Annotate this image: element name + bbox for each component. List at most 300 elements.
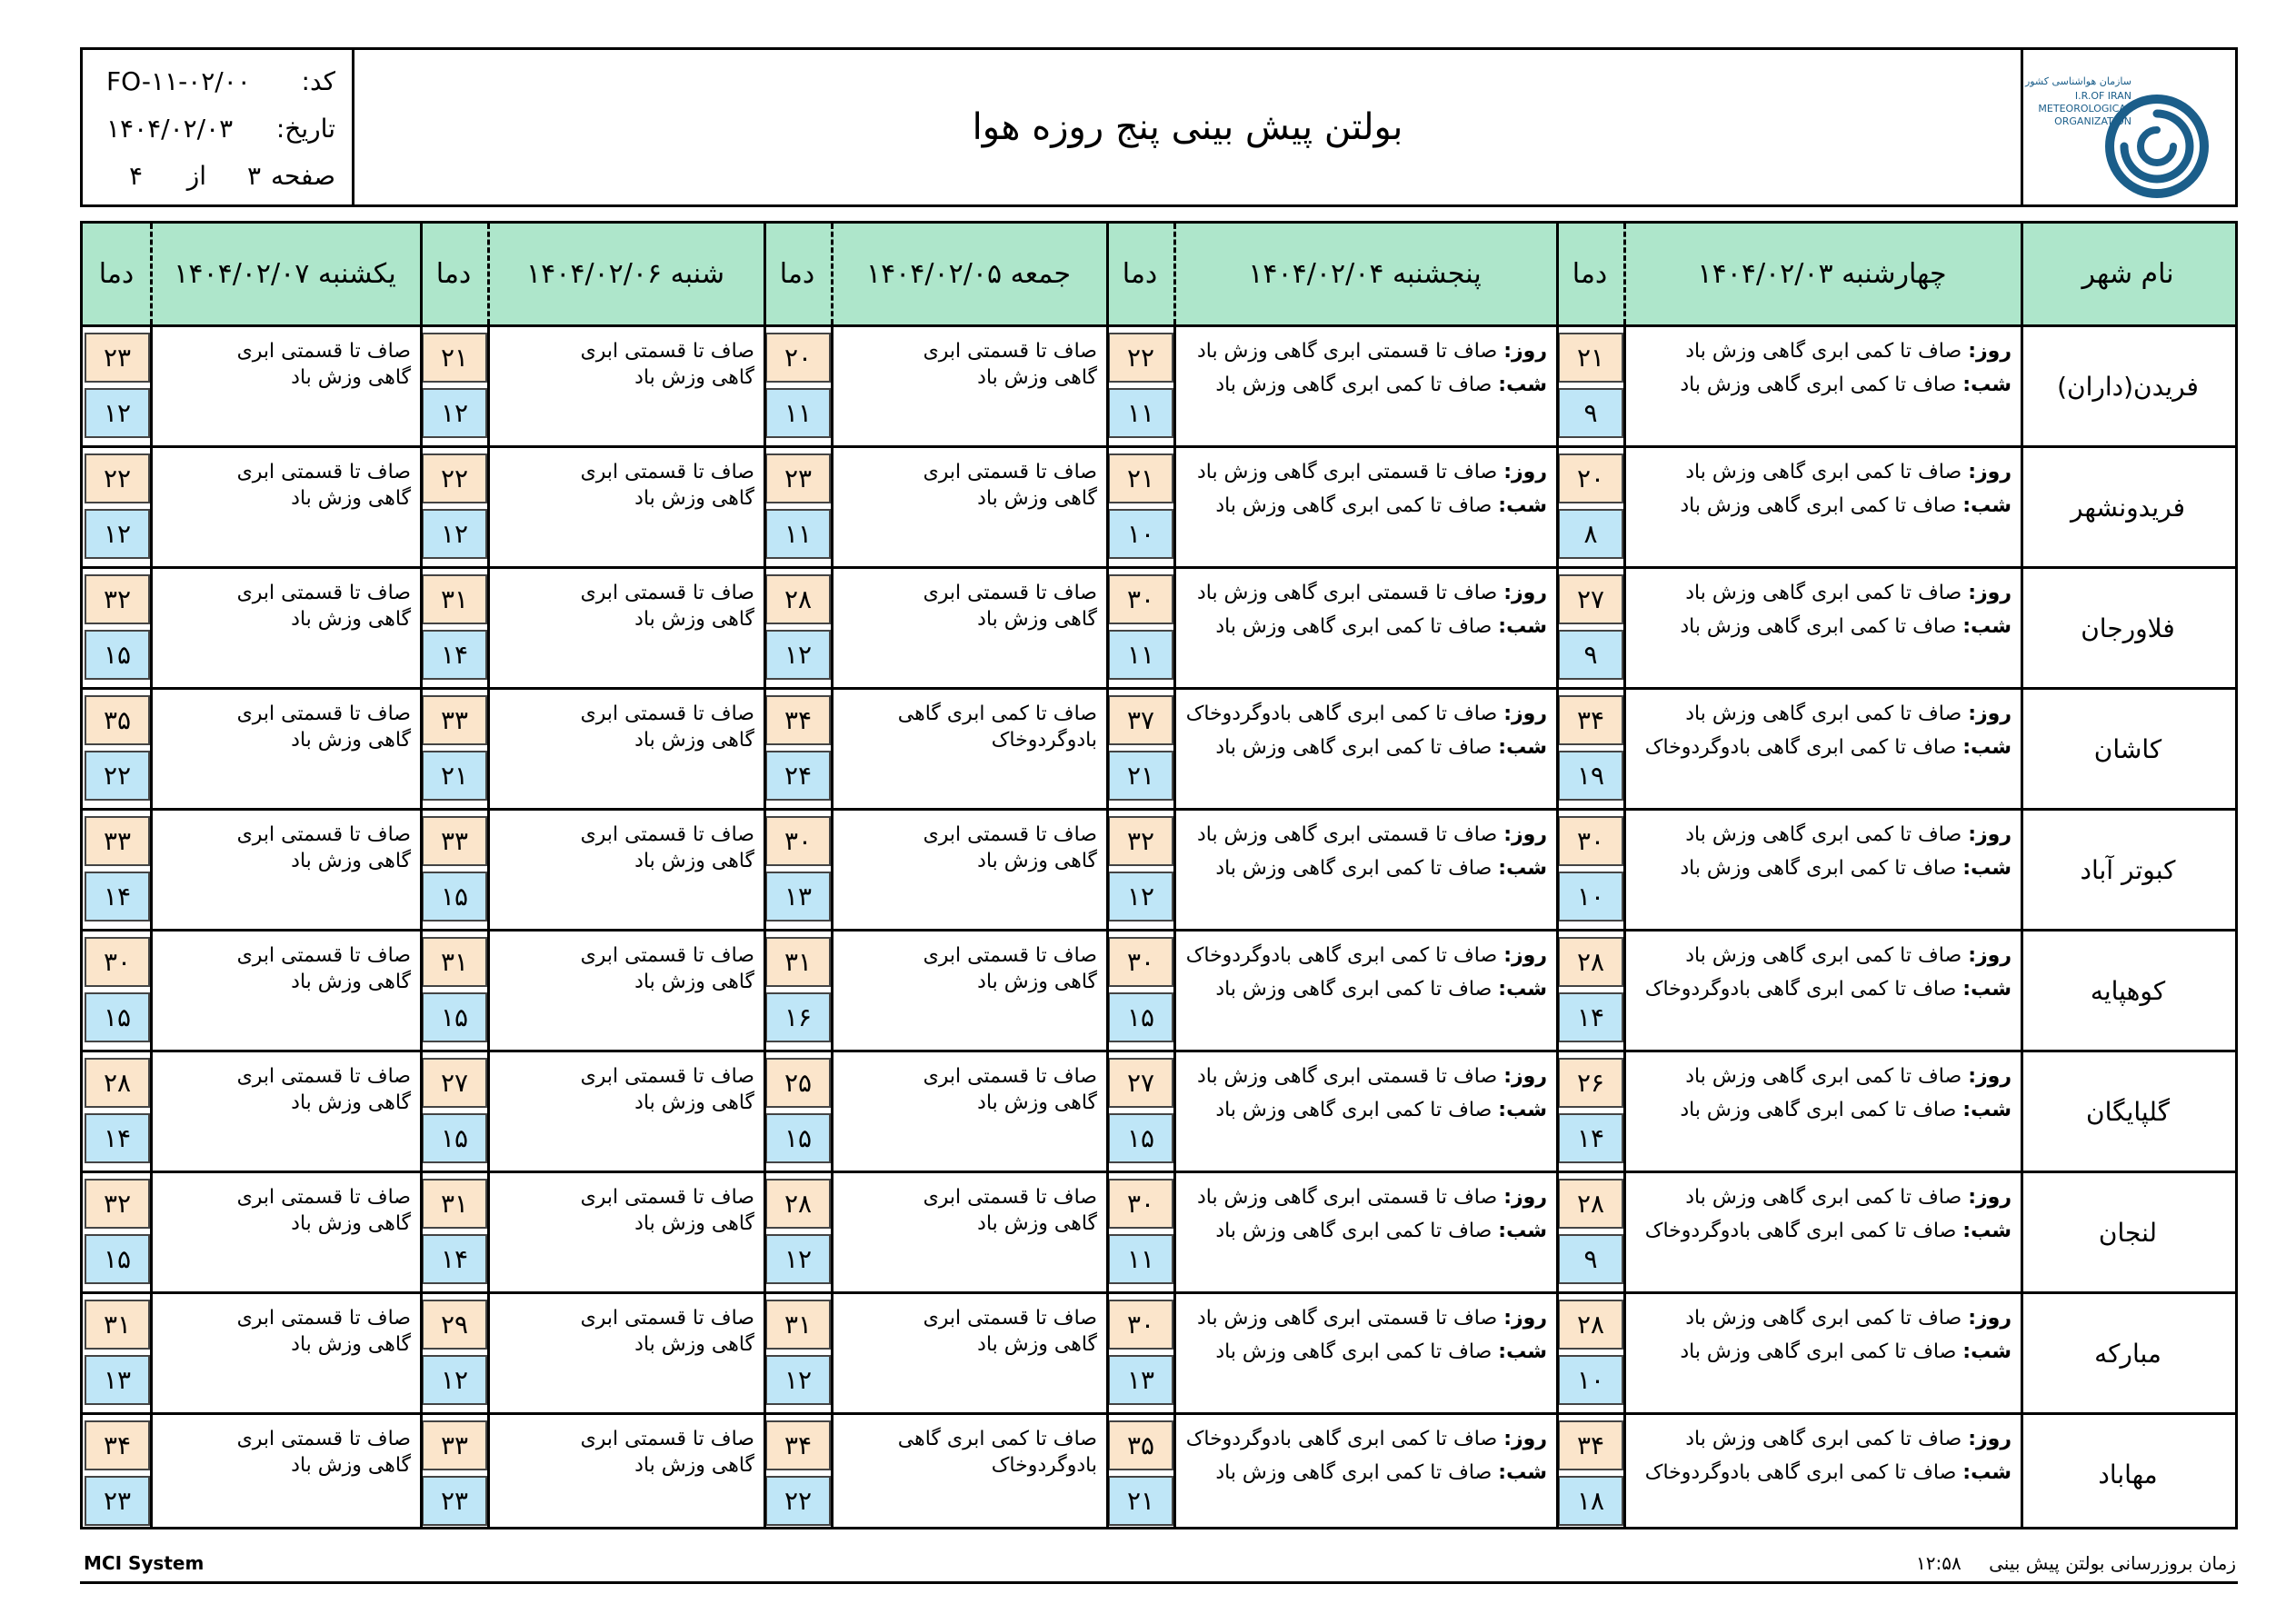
- max-temp: ۳۴: [1558, 695, 1623, 745]
- max-temp: ۲۲: [422, 453, 487, 503]
- day-label: روز:: [1968, 461, 2011, 483]
- day-label: روز:: [1968, 1428, 2011, 1450]
- day-night-forecast: [1184, 701, 1547, 761]
- temp-divider: [1173, 327, 1176, 1527]
- logo-fa-text: سازمان هواشناسی کشور: [2024, 75, 2131, 87]
- city-name: لنجان: [2098, 1217, 2158, 1248]
- table-row: [83, 1294, 2235, 1415]
- min-temp: ۱۲: [765, 1355, 831, 1405]
- bulletin-header: [80, 47, 2238, 207]
- night-text: صاف تا کمی ابری گاهی بادوگردوخاک: [1644, 1220, 1957, 1242]
- max-temp: ۲۳: [765, 453, 831, 503]
- min-temp: ۱۴: [422, 630, 487, 680]
- min-temp: ۲۱: [1108, 1476, 1173, 1526]
- day-label: روز:: [1968, 1307, 2011, 1330]
- day-label: روز:: [1968, 582, 2011, 604]
- max-temp: ۲۹: [422, 1300, 487, 1350]
- night-label: شب:: [1498, 374, 1547, 396]
- night-label: شب:: [1962, 1220, 2011, 1242]
- city-name: کبوتر آباد: [2080, 854, 2176, 885]
- day-forecast: [1634, 338, 2011, 364]
- max-temp: ۲۷: [422, 1058, 487, 1108]
- daily-forecast: صاف تا قسمتی ابری گاهی وزش باد: [236, 1186, 411, 1235]
- daily-forecast: صاف تا قسمتی ابری گاهی وزش باد: [580, 340, 754, 389]
- min-temp: ۱۲: [422, 509, 487, 559]
- min-temp: ۱۲: [422, 1355, 487, 1405]
- day-forecast: [1184, 580, 1547, 606]
- column-divider: [764, 224, 766, 1527]
- daily-forecast: صاف تا قسمتی ابری گاهی وزش باد: [923, 461, 1097, 510]
- table-row: [83, 811, 2235, 932]
- min-temp: ۱۲: [765, 630, 831, 680]
- page-of-label: از: [186, 161, 206, 191]
- night-text: صاف تا کمی ابری گاهی وزش باد: [1215, 857, 1492, 880]
- max-temp: ۳۱: [765, 937, 831, 987]
- day-forecast: [1184, 459, 1547, 485]
- min-temp: ۱۱: [765, 509, 831, 559]
- max-temp: ۳۱: [765, 1300, 831, 1350]
- day-forecast: [1184, 1426, 1547, 1452]
- logo-en-line3: ORGANIZATION: [2054, 115, 2131, 127]
- city-column-header: نام شهر: [2081, 258, 2174, 290]
- day-column-header: چهارشنبه ۱۴۰۴/۰۲/۰۳: [1697, 258, 1947, 290]
- min-temp: ۹: [1558, 630, 1623, 680]
- column-divider: [2021, 224, 2023, 1527]
- night-forecast: [1634, 372, 2011, 398]
- night-label: شب:: [1498, 978, 1547, 1001]
- max-temp: ۲۵: [765, 1058, 831, 1108]
- max-temp: ۳۰: [765, 816, 831, 866]
- night-forecast: [1184, 613, 1547, 640]
- max-temp: ۲۸: [85, 1058, 150, 1108]
- night-label: شب:: [1962, 494, 2011, 517]
- night-label: شب:: [1962, 1461, 2011, 1484]
- date-row: [83, 114, 352, 159]
- min-temp: ۱۴: [422, 1234, 487, 1284]
- night-text: صاف تا کمی ابری گاهی وزش باد: [1215, 1461, 1492, 1484]
- page-number: ۳: [246, 161, 261, 191]
- night-text: صاف تا کمی ابری گاهی وزش باد: [1680, 615, 1957, 638]
- daily-forecast: صاف تا قسمتی ابری گاهی وزش باد: [923, 1065, 1097, 1114]
- day-label: روز:: [1503, 1428, 1547, 1450]
- table-header: [83, 224, 2235, 327]
- min-temp: ۱۵: [1108, 1113, 1173, 1163]
- daily-forecast: صاف تا قسمتی ابری گاهی وزش باد: [580, 944, 754, 993]
- day-text: صاف تا قسمتی ابری گاهی وزش باد: [1196, 1186, 1498, 1209]
- day-label: روز:: [1968, 1065, 2011, 1088]
- night-forecast: [1634, 1339, 2011, 1365]
- day-label: روز:: [1968, 823, 2011, 846]
- min-temp: ۱۲: [1108, 872, 1173, 922]
- min-temp: ۲۳: [85, 1476, 150, 1526]
- max-temp: ۳۳: [85, 816, 150, 866]
- max-temp: ۲۸: [1558, 937, 1623, 987]
- max-temp: ۳۱: [85, 1300, 150, 1350]
- max-temp: ۳۱: [422, 1179, 487, 1229]
- day-night-forecast: [1634, 701, 2011, 761]
- date-value: ۱۴۰۴/۰۲/۰۳: [106, 114, 234, 144]
- table-row: [83, 1173, 2235, 1294]
- day-forecast: [1634, 1426, 2011, 1452]
- day-night-forecast: [1184, 1184, 1547, 1244]
- min-temp: ۱۴: [1558, 992, 1623, 1042]
- temp-divider: [1623, 327, 1626, 1527]
- day-night-forecast: [1634, 459, 2011, 519]
- min-temp: ۱۵: [1108, 992, 1173, 1042]
- daily-forecast: صاف تا قسمتی ابری گاهی وزش باد: [236, 1428, 411, 1477]
- day-text: صاف تا قسمتی ابری گاهی وزش باد: [1196, 461, 1498, 483]
- day-label: روز:: [1968, 1186, 2011, 1209]
- min-temp: ۱۵: [85, 1234, 150, 1284]
- daily-forecast: صاف تا قسمتی ابری گاهی وزش باد: [580, 702, 754, 752]
- table-row: [83, 690, 2235, 811]
- daily-forecast: صاف تا قسمتی ابری گاهی وزش باد: [580, 1428, 754, 1477]
- day-text: صاف تا قسمتی ابری گاهی وزش باد: [1196, 823, 1498, 846]
- max-temp: ۳۰: [1108, 1300, 1173, 1350]
- day-label: روز:: [1503, 823, 1547, 846]
- day-text: صاف تا کمی ابری گاهی وزش باد: [1685, 340, 1962, 363]
- column-divider: [420, 224, 423, 1527]
- city-name: مبارکه: [2094, 1338, 2161, 1369]
- max-temp: ۲۷: [1558, 574, 1623, 624]
- day-forecast: [1184, 1184, 1547, 1211]
- min-temp: ۱۱: [765, 388, 831, 438]
- day-label: روز:: [1503, 944, 1547, 967]
- column-divider: [1556, 224, 1559, 1527]
- night-text: صاف تا کمی ابری گاهی وزش باد: [1680, 1340, 1957, 1363]
- min-temp: ۱۲: [422, 388, 487, 438]
- night-text: صاف تا کمی ابری گاهی وزش باد: [1215, 1340, 1492, 1363]
- day-forecast: [1634, 701, 2011, 727]
- city-name: مهاباد: [2098, 1459, 2158, 1489]
- max-temp: ۲۲: [1108, 333, 1173, 383]
- min-temp: ۲۱: [422, 751, 487, 801]
- system-name: MCI System: [84, 1552, 205, 1574]
- day-label: روز:: [1968, 944, 2011, 967]
- logo-en-line1: I.R.OF IRAN: [2074, 90, 2131, 102]
- night-text: صاف تا کمی ابری گاهی وزش باد: [1215, 615, 1492, 638]
- night-label: شب:: [1962, 1340, 2011, 1363]
- max-temp: ۳۴: [85, 1420, 150, 1470]
- night-text: صاف تا کمی ابری گاهی وزش باد: [1215, 494, 1492, 517]
- city-name: فریدونشهر: [2071, 492, 2185, 523]
- max-temp: ۲۰: [765, 333, 831, 383]
- night-label: شب:: [1962, 615, 2011, 638]
- day-text: صاف تا قسمتی ابری گاهی وزش باد: [1196, 1065, 1498, 1088]
- code-value: FO-۱۱-۰۲/۰۰: [106, 66, 251, 96]
- max-temp: ۲۳: [85, 333, 150, 383]
- max-temp: ۳۳: [422, 695, 487, 745]
- min-temp: ۱۲: [85, 388, 150, 438]
- min-temp: ۱۵: [765, 1113, 831, 1163]
- page-label: صفحه: [270, 161, 335, 191]
- day-night-forecast: [1184, 822, 1547, 882]
- max-temp: ۳۱: [422, 937, 487, 987]
- night-text: صاف تا کمی ابری گاهی وزش باد: [1215, 978, 1492, 1001]
- daily-forecast: صاف تا قسمتی ابری گاهی وزش باد: [923, 582, 1097, 631]
- day-text: صاف تا کمی ابری گاهی وزش باد: [1685, 702, 1962, 725]
- night-forecast: [1184, 1218, 1547, 1244]
- day-text: صاف تا کمی ابری گاهی بادوگردوخاک: [1185, 944, 1498, 967]
- night-forecast: [1184, 1460, 1547, 1486]
- meteorological-organization-logo: [2024, 63, 2213, 199]
- day-forecast: [1184, 701, 1547, 727]
- day-night-forecast: [1634, 1426, 2011, 1486]
- max-temp: ۳۴: [1558, 1420, 1623, 1470]
- day-text: صاف تا قسمتی ابری گاهی وزش باد: [1196, 340, 1498, 363]
- max-temp: ۳۲: [85, 1179, 150, 1229]
- night-forecast: [1634, 1460, 2011, 1486]
- night-label: شب:: [1498, 494, 1547, 517]
- night-text: صاف تا کمی ابری گاهی بادوگردوخاک: [1644, 736, 1957, 759]
- table-row: [83, 327, 2235, 448]
- night-text: صاف تا کمی ابری گاهی وزش باد: [1680, 494, 1957, 517]
- max-temp: ۳۳: [422, 816, 487, 866]
- update-time: ۱۲:۵۸: [1916, 1552, 1962, 1574]
- max-temp: ۳۰: [85, 937, 150, 987]
- night-forecast: [1184, 1097, 1547, 1123]
- night-text: صاف تا کمی ابری گاهی وزش باد: [1215, 374, 1492, 396]
- city-name: گلپایگان: [2086, 1096, 2170, 1127]
- max-temp: ۳۲: [1108, 816, 1173, 866]
- night-text: صاف تا کمی ابری گاهی وزش باد: [1680, 857, 1957, 880]
- night-forecast: [1184, 734, 1547, 761]
- page-title: بولتن پیش بینی پنج روزه هوا: [972, 106, 1403, 148]
- dashed-divider: [487, 224, 490, 324]
- night-label: شب:: [1498, 615, 1547, 638]
- night-forecast: [1634, 1097, 2011, 1123]
- day-forecast: [1184, 338, 1547, 364]
- daily-forecast: صاف تا قسمتی ابری گاهی وزش باد: [236, 702, 411, 752]
- day-column-header: شنبه ۱۴۰۴/۰۲/۰۶: [526, 258, 724, 290]
- day-label: روز:: [1503, 582, 1547, 604]
- daily-forecast: صاف تا قسمتی ابری گاهی وزش باد: [236, 582, 411, 631]
- daily-forecast: صاف تا قسمتی ابری گاهی وزش باد: [236, 1065, 411, 1114]
- day-text: صاف تا کمی ابری گاهی بادوگردوخاک: [1185, 1428, 1498, 1450]
- day-label: روز:: [1503, 461, 1547, 483]
- max-temp: ۲۲: [85, 453, 150, 503]
- table-row: [83, 1052, 2235, 1173]
- night-text: صاف تا کمی ابری گاهی وزش باد: [1680, 374, 1957, 396]
- min-temp: ۱۴: [85, 872, 150, 922]
- day-forecast: [1634, 822, 2011, 848]
- max-temp: ۳۵: [85, 695, 150, 745]
- day-text: صاف تا کمی ابری گاهی وزش باد: [1685, 1307, 1962, 1330]
- night-forecast: [1184, 855, 1547, 882]
- temp-column-header: دما: [1572, 258, 1608, 290]
- night-forecast: [1184, 1339, 1547, 1365]
- night-label: شب:: [1498, 857, 1547, 880]
- temp-column-header: دما: [435, 258, 472, 290]
- day-night-forecast: [1184, 580, 1547, 640]
- day-column-header: پنجشنبه ۱۴۰۴/۰۲/۰۴: [1248, 258, 1482, 290]
- night-label: شب:: [1962, 857, 2011, 880]
- dashed-divider: [1173, 224, 1176, 324]
- daily-forecast: صاف تا قسمتی ابری گاهی وزش باد: [580, 823, 754, 872]
- table-row: [83, 448, 2235, 569]
- night-label: شب:: [1962, 736, 2011, 759]
- min-temp: ۱۲: [85, 509, 150, 559]
- night-label: شب:: [1498, 1340, 1547, 1363]
- daily-forecast: صاف تا قسمتی ابری گاهی وزش باد: [923, 340, 1097, 389]
- day-label: روز:: [1503, 340, 1547, 363]
- city-name: کوهپایه: [2090, 975, 2166, 1006]
- day-text: صاف تا کمی ابری گاهی وزش باد: [1685, 823, 1962, 846]
- max-temp: ۲۸: [765, 574, 831, 624]
- min-temp: ۱۴: [1558, 1113, 1623, 1163]
- day-text: صاف تا کمی ابری گاهی وزش باد: [1685, 461, 1962, 483]
- daily-forecast: صاف تا کمی ابری گاهی بادوگردوخاک: [897, 702, 1097, 752]
- day-night-forecast: [1184, 1063, 1547, 1123]
- night-forecast: [1634, 855, 2011, 882]
- day-forecast: [1184, 1063, 1547, 1090]
- min-temp: ۱۰: [1558, 1355, 1623, 1405]
- day-label: روز:: [1503, 1186, 1547, 1209]
- city-name: فلاورجان: [2081, 613, 2175, 643]
- min-temp: ۱۴: [85, 1113, 150, 1163]
- update-label: زمان بروزرسانی بولتن پیش بینی: [1989, 1552, 2236, 1574]
- dashed-divider: [1623, 224, 1626, 324]
- page-row: [83, 161, 352, 206]
- day-forecast: [1184, 942, 1547, 969]
- day-night-forecast: [1184, 942, 1547, 1002]
- table-row: [83, 569, 2235, 690]
- day-night-forecast: [1634, 1305, 2011, 1365]
- page-total: ۴: [128, 161, 143, 191]
- day-night-forecast: [1634, 338, 2011, 398]
- min-temp: ۱۰: [1108, 509, 1173, 559]
- table-row: [83, 1415, 2235, 1536]
- day-column-header: جمعه ۱۴۰۴/۰۲/۰۵: [865, 258, 1072, 290]
- temp-divider: [150, 327, 153, 1527]
- day-label: روز:: [1503, 702, 1547, 725]
- min-temp: ۲۳: [422, 1476, 487, 1526]
- min-temp: ۱۸: [1558, 1476, 1623, 1526]
- day-forecast: [1184, 822, 1547, 848]
- min-temp: ۱۰: [1558, 872, 1623, 922]
- min-temp: ۱۲: [765, 1234, 831, 1284]
- min-temp: ۱۳: [85, 1355, 150, 1405]
- max-temp: ۳۲: [85, 574, 150, 624]
- min-temp: ۱۳: [765, 872, 831, 922]
- day-text: صاف تا قسمتی ابری گاهی وزش باد: [1196, 582, 1498, 604]
- night-label: شب:: [1962, 978, 2011, 1001]
- date-label: تاریخ:: [275, 114, 335, 144]
- night-forecast: [1634, 493, 2011, 519]
- daily-forecast: صاف تا قسمتی ابری گاهی وزش باد: [236, 340, 411, 389]
- forecast-table: [80, 221, 2238, 1529]
- max-temp: ۳۵: [1108, 1420, 1173, 1470]
- dashed-divider: [150, 224, 153, 324]
- daily-forecast: صاف تا قسمتی ابری گاهی وزش باد: [923, 1186, 1097, 1235]
- min-temp: ۱۵: [422, 992, 487, 1042]
- day-text: صاف تا کمی ابری گاهی وزش باد: [1685, 1428, 1962, 1450]
- daily-forecast: صاف تا قسمتی ابری گاهی وزش باد: [580, 582, 754, 631]
- night-forecast: [1634, 613, 2011, 640]
- day-night-forecast: [1634, 942, 2011, 1002]
- night-text: صاف تا کمی ابری گاهی بادوگردوخاک: [1644, 978, 1957, 1001]
- min-temp: ۱۳: [1108, 1355, 1173, 1405]
- day-forecast: [1634, 1063, 2011, 1090]
- daily-forecast: صاف تا کمی ابری گاهی بادوگردوخاک: [897, 1428, 1097, 1477]
- daily-forecast: صاف تا قسمتی ابری گاهی وزش باد: [923, 944, 1097, 993]
- code-label: کد:: [301, 66, 335, 96]
- night-label: شب:: [1498, 1461, 1547, 1484]
- max-temp: ۲۶: [1558, 1058, 1623, 1108]
- day-night-forecast: [1184, 1426, 1547, 1486]
- min-temp: ۹: [1558, 1234, 1623, 1284]
- night-label: شب:: [1498, 1220, 1547, 1242]
- min-temp: ۱۱: [1108, 630, 1173, 680]
- day-text: صاف تا کمی ابری گاهی وزش باد: [1685, 944, 1962, 967]
- min-temp: ۱۵: [85, 992, 150, 1042]
- night-text: صاف تا کمی ابری گاهی وزش باد: [1215, 1099, 1492, 1121]
- footer-divider: [80, 1581, 2238, 1584]
- night-label: شب:: [1962, 1099, 2011, 1121]
- min-temp: ۱۵: [422, 872, 487, 922]
- update-time-text: [1916, 1552, 2236, 1574]
- night-label: شب:: [1498, 1099, 1547, 1121]
- min-temp: ۱۵: [422, 1113, 487, 1163]
- max-temp: ۲۸: [765, 1179, 831, 1229]
- daily-forecast: صاف تا قسمتی ابری گاهی وزش باد: [236, 823, 411, 872]
- min-temp: ۲۱: [1108, 751, 1173, 801]
- max-temp: ۲۰: [1558, 453, 1623, 503]
- day-night-forecast: [1634, 1184, 2011, 1244]
- night-text: صاف تا کمی ابری گاهی بادوگردوخاک: [1644, 1461, 1957, 1484]
- min-temp: ۱۶: [765, 992, 831, 1042]
- temp-divider: [487, 327, 490, 1527]
- temp-column-header: دما: [98, 258, 135, 290]
- column-divider: [1106, 224, 1109, 1527]
- day-forecast: [1634, 1184, 2011, 1211]
- night-forecast: [1634, 1218, 2011, 1244]
- night-label: شب:: [1962, 374, 2011, 396]
- daily-forecast: صاف تا قسمتی ابری گاهی وزش باد: [236, 461, 411, 510]
- max-temp: ۲۸: [1558, 1300, 1623, 1350]
- day-forecast: [1184, 1305, 1547, 1331]
- day-night-forecast: [1634, 822, 2011, 882]
- night-text: صاف تا کمی ابری گاهی وزش باد: [1680, 1099, 1957, 1121]
- min-temp: ۹: [1558, 388, 1623, 438]
- night-forecast: [1184, 976, 1547, 1002]
- daily-forecast: صاف تا قسمتی ابری گاهی وزش باد: [580, 461, 754, 510]
- daily-forecast: صاف تا قسمتی ابری گاهی وزش باد: [923, 1307, 1097, 1356]
- temp-column-header: دما: [1122, 258, 1158, 290]
- max-temp: ۳۰: [1108, 574, 1173, 624]
- max-temp: ۳۷: [1108, 695, 1173, 745]
- day-label: روز:: [1968, 340, 2011, 363]
- max-temp: ۲۸: [1558, 1179, 1623, 1229]
- temp-column-header: دما: [779, 258, 815, 290]
- max-temp: ۲۷: [1108, 1058, 1173, 1108]
- day-night-forecast: [1184, 338, 1547, 398]
- day-forecast: [1634, 942, 2011, 969]
- night-forecast: [1184, 493, 1547, 519]
- daily-forecast: صاف تا قسمتی ابری گاهی وزش باد: [236, 944, 411, 993]
- max-temp: ۳۰: [1108, 937, 1173, 987]
- min-temp: ۱۵: [85, 630, 150, 680]
- day-label: روز:: [1968, 702, 2011, 725]
- max-temp: ۳۴: [765, 695, 831, 745]
- day-label: روز:: [1503, 1307, 1547, 1330]
- min-temp: ۱۹: [1558, 751, 1623, 801]
- min-temp: ۲۴: [765, 751, 831, 801]
- daily-forecast: صاف تا قسمتی ابری گاهی وزش باد: [580, 1065, 754, 1114]
- max-temp: ۲۱: [422, 333, 487, 383]
- day-forecast: [1634, 1305, 2011, 1331]
- max-temp: ۳۳: [422, 1420, 487, 1470]
